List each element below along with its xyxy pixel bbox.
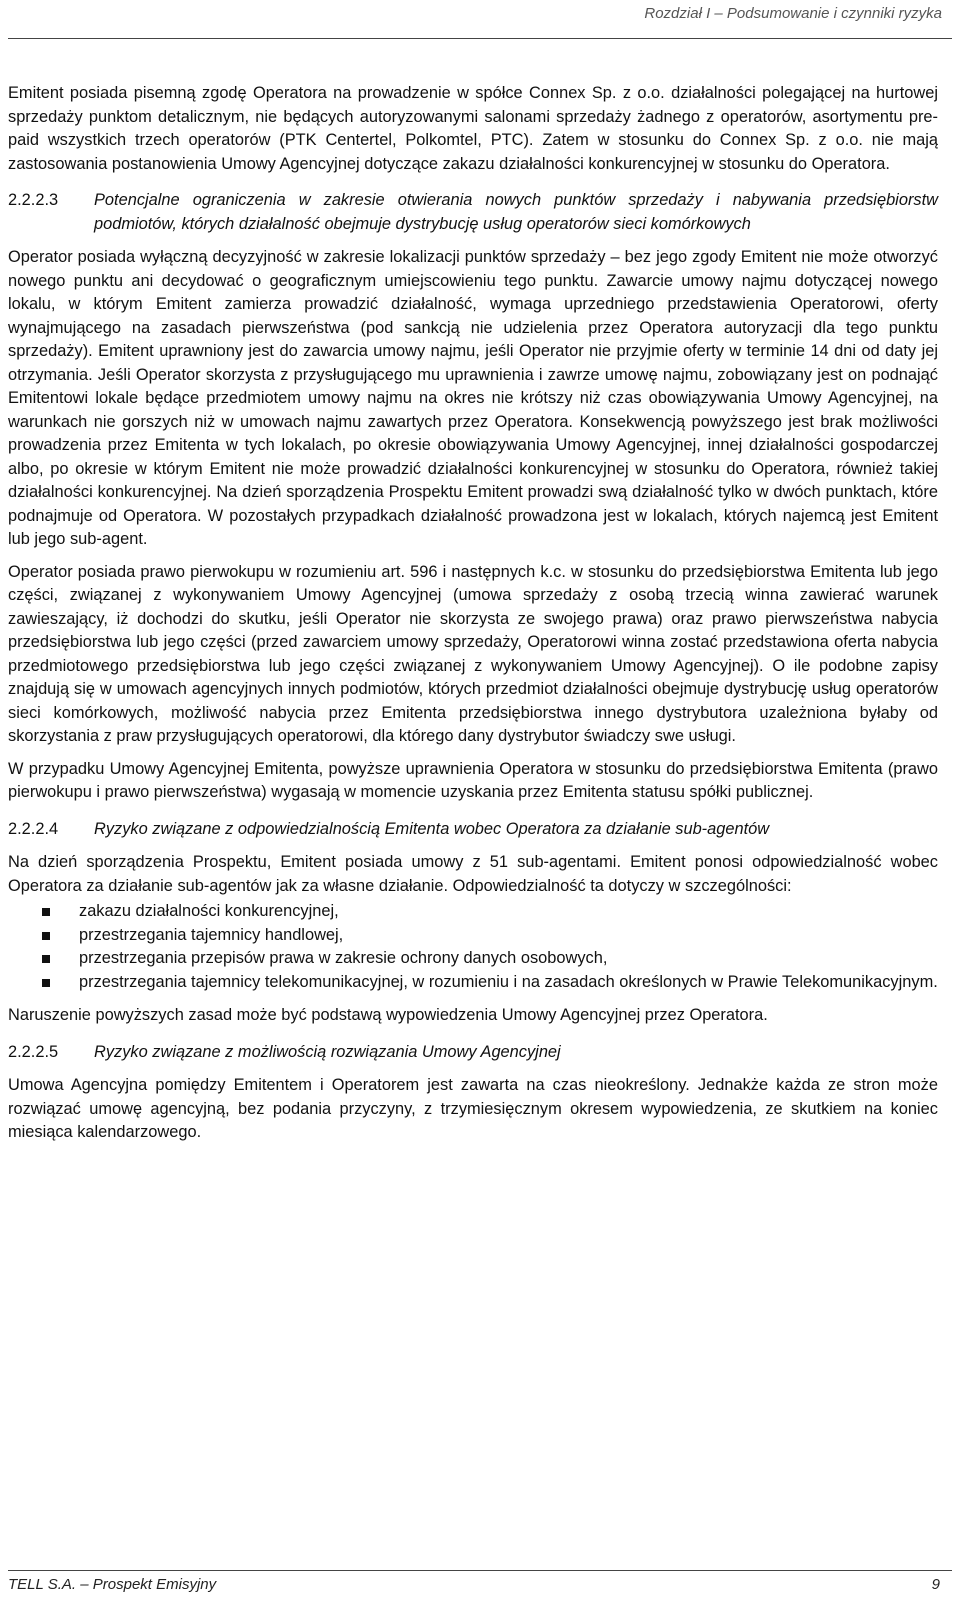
- paragraph-connex: Emitent posiada pisemną zgodę Operatora na prowadzenie w spółce Connex Sp. z o.o. działalności polegającej na hurtowej sprzedaży punktom detalicznym, nie będących autoryzowanymi salonami sprzedaży żadnego z operatorów, asortymentu pre-paid wszystkich trzech operatorów (PTK Centertel, Polkomtel, PTC). Zatem w stosunku do Connex Sp. z o.o. nie mają zastosowania postanowienia Umowy Agencyjnej dotyczące zakazu działalności konkurencyjnej w stosunku do Operatora.: [8, 84, 938, 173]
- paragraph-operator-decision: Operator posiada wyłączną decyzyjność w zakresie lokalizacji punktów sprzedaży – bez jego zgody Emitent nie może otworzyć nowego punktu ani decydować o geograficznym umiejscowieniu tego punktu. Zawarcie umowy najmu dotyczącej nowego lokalu, w którym Emitent zamierza prowadzić działalność, wymaga uprzedniego przedstawienia Operatorowi, oferty wynajmującego na zasadach pierwszeństwa (pod sankcją nie udzielenia przez Operatora autoryzacji dla tego punktu sprzedaży). Emitent uprawniony jest do zawarcia umowy najmu, jeśli Operator nie przyjmie oferty w terminie 14 dni od daty jej otrzymania. Jeśli Operator skorzysta z przysługującego mu uprawnienia i zawrze umowę najmu, zobowiązany jest on podnająć Emitentowi lokale będące przedmiotem umowy najmu na okres nie krótszy niż czas obowiązywania Umowy Agencyjnej, na warunkach nie gorszych niż w umowach najmu zawartych przez Operatora. Konsekwencją powyższego jest brak możliwości prowadzenia przez Emitenta w tych lokalach, po okresie obowiązywania Umowy Agencyjnej, innej działalności gospodarczej albo, po okresie w którym Emitent nie może prowadzić działalności konkurencyjnej w stosunku do Operatora, również takiej działalności konkurencyjnej. Na dzień sporządzenia Prospektu Emitent prowadzi swą działalność tylko w dwóch punktach, które podnajmuje od Operatora. W pozostałych przypadkach działalność prowadzona jest w lokalach, których najemcą jest Emitent lub jego sub-agent.: [8, 248, 938, 548]
- list-item-text: zakazu działalności konkurencyjnej,: [79, 902, 339, 920]
- section-title: Ryzyko związane z możliwością rozwiązania Umowy Agencyjnej: [94, 1042, 561, 1061]
- square-bullet-icon: [42, 955, 50, 963]
- page-header: [0, 0, 960, 40]
- section-number: 2.2.2.3: [8, 191, 59, 209]
- paragraph-sub-agents: Na dzień sporządzenia Prospektu, Emitent posiada umowy z 51 sub-agentami. Emitent ponosi odpowiedzialność wobec Operatora za działanie sub-agentów jak za własne działanie. Odpowiedzialność ta dotyczy w szczególności:: [8, 853, 938, 895]
- list-item-text: przestrzegania przepisów prawa w zakresie ochrony danych osobowych,: [79, 949, 608, 967]
- list-item: [8, 924, 938, 948]
- section-title: Ryzyko związane z odpowiedzialnością Emitenta wobec Operatora za działanie sub-agentów: [94, 819, 770, 838]
- page-footer: [0, 1560, 960, 1601]
- paragraph-rights-expiry: W przypadku Umowy Agencyjnej Emitenta, powyższe uprawnienia Operatora w stosunku do przedsiębiorstwa Emitenta (prawo pierwokupu i prawo pierwszeństwa) wygasają w momencie uzyskania przez Emitenta statusu spółki publicznej.: [8, 759, 938, 801]
- paragraph-preemption-right: Operator posiada prawo pierwokupu w rozumieniu art. 596 i następnych k.c. w stosunku do przedsiębiorstwa Emitenta lub jego części, związanej z wykonywaniem Umowy Agencyjnej (umowa sprzedaży z osobą trzecią winna zawierać warunek zawieszający, iż dochodzi do skutku, jeśli Operator nie skorzysta ze swojego prawa) oraz prawo pierwszeństwa nabycia przedsiębiorstwa lub jego części (przed zawarciem umowy sprzedaży, Operatorowi winna zostać przedstawiona oferta nabycia przedmiotowego przedsiębiorstwa lub jego części związanej z wykonywaniem Umowy Agencyjnej). O ile podobne zapisy znajdują się w umowach agencyjnych innych podmiotów, których przedmiot działalności obejmuje dystrybucję usług operatorów sieci komórkowych, możliwość nabycia przez Emitenta przedsiębiorstwa innego dystrybutora uzależniona byłaby od skorzystania z praw przysługujących operatorowi, dla którego dany dystrybutor świadczy swe usługi.: [8, 562, 938, 745]
- page-number: 9: [931, 1576, 940, 1593]
- document-body: [8, 82, 938, 1154]
- section-heading-2223: [8, 189, 938, 236]
- list-item: [8, 900, 938, 924]
- footer-divider: [8, 1570, 952, 1571]
- list-item-text: przestrzegania tajemnicy telekomunikacyjnej, w rozumieniu i na zasadach określonych w Prawie Telekomunikacyjnym.: [79, 972, 938, 991]
- header-divider: [8, 38, 952, 39]
- square-bullet-icon: [42, 908, 50, 916]
- list-item-text: przestrzegania tajemnicy handlowej,: [79, 925, 344, 944]
- section-number: 2.2.2.4: [8, 819, 59, 838]
- paragraph-violation: Naruszenie powyższych zasad może być podstawą wypowiedzenia Umowy Agencyjnej przez Operatora.: [8, 1006, 768, 1024]
- section-heading-2225: [8, 1041, 938, 1065]
- square-bullet-icon: [42, 932, 50, 940]
- section-number: 2.2.2.5: [8, 1042, 59, 1061]
- list-item: [8, 971, 938, 995]
- liability-list: [8, 900, 938, 994]
- footer-document-title: TELL S.A. – Prospekt Emisyjny: [8, 1576, 217, 1593]
- paragraph-termination: Umowa Agencyjna pomiędzy Emitentem i Operatorem jest zawarta na czas nieokreślony. Jednakże każda ze stron może rozwiązać umowę agencyjną, bez podania przyczyny, z trzymiesięcznym okresem wypowiedzenia, ze skutkiem na koniec miesiąca kalendarzowego.: [8, 1076, 938, 1141]
- list-item: [8, 947, 938, 971]
- section-heading-2224: [8, 818, 938, 842]
- chapter-title: Rozdział I – Podsumowanie i czynniki ryzyka: [644, 5, 942, 22]
- section-title: Potencjalne ograniczenia w zakresie otwierania nowych punktów sprzedaży i nabywania przedsiębiorstw podmiotów, których działalność obejmuje dystrybucję usług operatorów sieci komórkowych: [94, 191, 938, 233]
- square-bullet-icon: [42, 979, 50, 987]
